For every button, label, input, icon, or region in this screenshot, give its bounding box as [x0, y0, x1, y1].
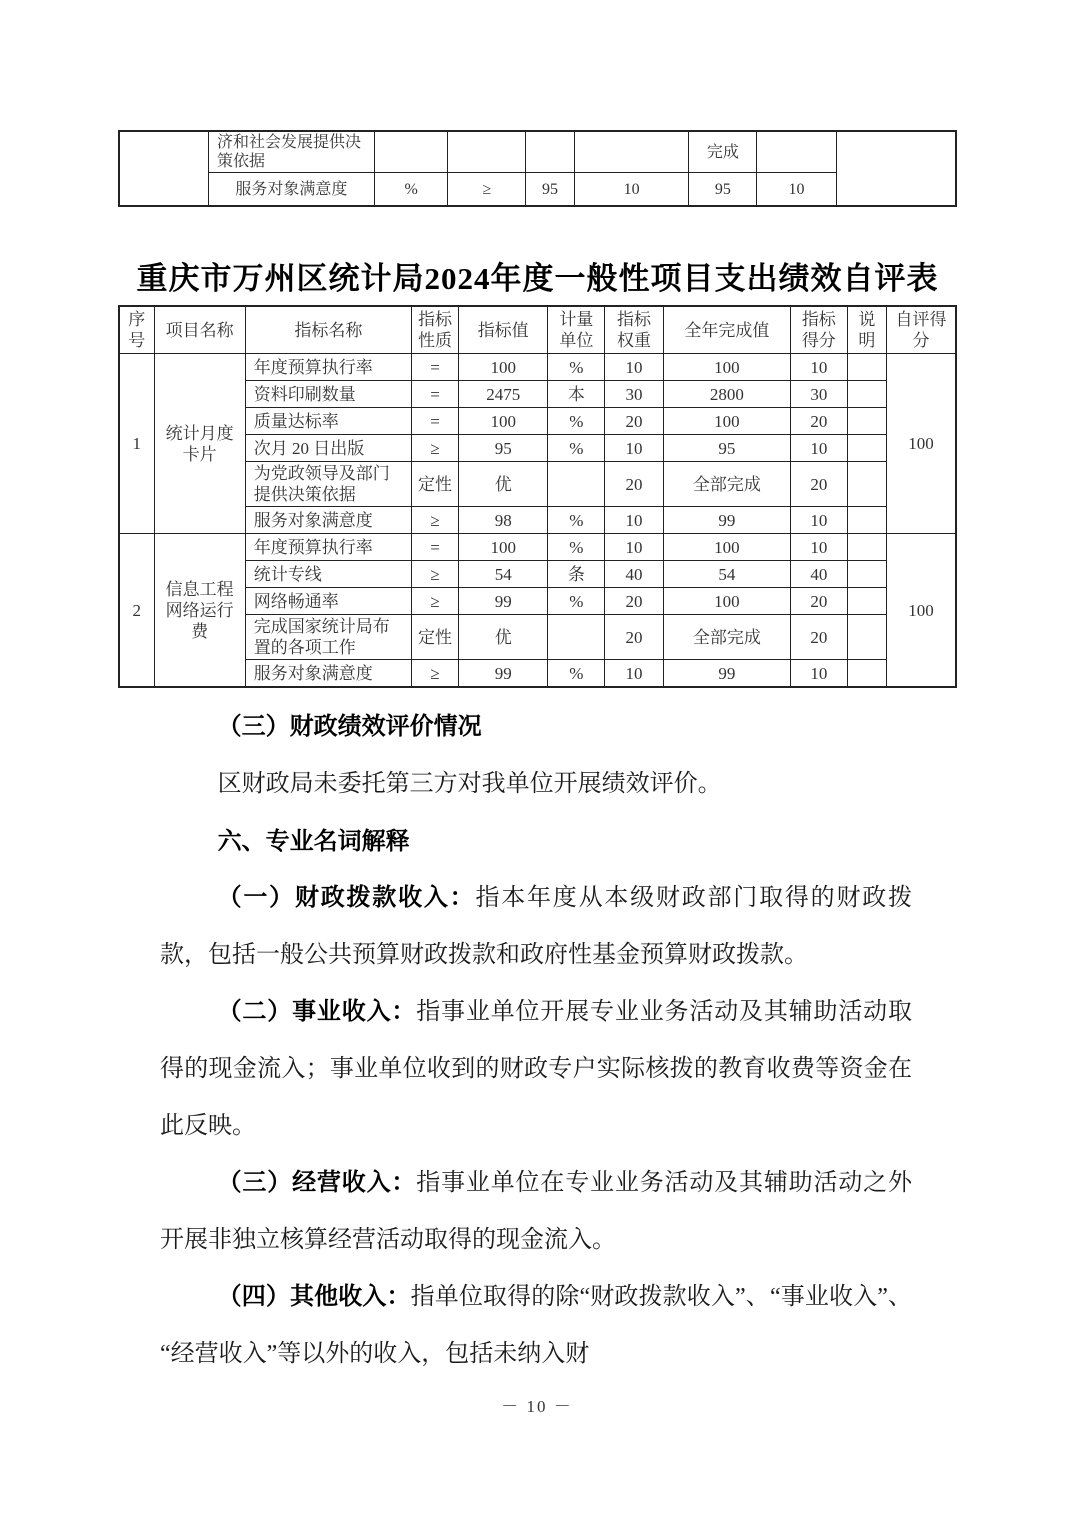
nature-cell: =: [412, 381, 459, 408]
definition-paragraph: [160, 1155, 912, 1269]
definition-term: （一）财政拨款收入：: [217, 885, 476, 911]
weight-cell: 10: [574, 173, 689, 207]
note-cell: [847, 615, 886, 660]
completed-value-cell: 100: [663, 588, 790, 615]
weight-cell: 10: [605, 660, 664, 688]
nature-cell: =: [412, 408, 459, 435]
self-score-cell: [836, 131, 956, 206]
score-cell: 40: [790, 561, 847, 588]
target-value-cell: 2475: [458, 381, 547, 408]
target-value-cell: 100: [458, 354, 547, 381]
seq-cell: 2: [119, 534, 154, 688]
note-cell: [847, 507, 886, 534]
unit-cell: %: [548, 408, 605, 435]
table-row: [119, 534, 956, 561]
indicator-name-cell: 网络畅通率: [245, 588, 411, 615]
indicator-name-cell: 次月 20 日出版: [245, 435, 411, 462]
nature-cell: ≥: [412, 507, 459, 534]
note-cell: [847, 561, 886, 588]
table-row: [119, 462, 956, 507]
table-row: [119, 173, 956, 207]
unit-cell: %: [548, 354, 605, 381]
table-row: [119, 408, 956, 435]
note-cell: [847, 462, 886, 507]
nature-cell: [448, 131, 526, 173]
note-cell: [847, 660, 886, 688]
note-cell: [847, 435, 886, 462]
unit-cell: 条: [548, 561, 605, 588]
definition-paragraph: [160, 984, 912, 1155]
column-header: 指标值: [458, 306, 547, 354]
nature-cell: =: [412, 534, 459, 561]
definition-desc: 指事业单位在专业业务活动及其辅助活动之外开展非独立核算经营活动取得的现金流入。: [160, 1170, 913, 1253]
column-header: 计量单位: [548, 306, 605, 354]
table-row: [119, 507, 956, 534]
nature-cell: ≥: [412, 561, 459, 588]
indicator-name-cell: 服务对象满意度: [245, 507, 411, 534]
definition-desc: 指本年度从本级财政部门取得的财政拨款，包括一般公共预算财政拨款和政府性基金预算财政拨款。: [160, 885, 913, 968]
weight-cell: [574, 131, 689, 173]
unit-cell: %: [548, 435, 605, 462]
table-row: [119, 660, 956, 688]
definition-paragraph: [160, 870, 912, 984]
completed-value-cell: 完成: [689, 131, 757, 173]
column-header: 指标权重: [605, 306, 664, 354]
indicator-name-cell: 年度预算执行率: [245, 354, 411, 381]
definition-paragraph: [160, 1269, 912, 1383]
definition-term: （二）事业收入：: [217, 999, 417, 1025]
prose-sections: [160, 699, 912, 1383]
completed-value-cell: 100: [663, 408, 790, 435]
score-cell: 20: [790, 588, 847, 615]
indicator-name-cell: 完成国家统计局布置的各项工作: [245, 615, 411, 660]
target-value-cell: 99: [458, 660, 547, 688]
definition-desc: 指事业单位开展专业业务活动及其辅助活动取得的现金流入；事业单位收到的财政专户实际核拨的教育收费等资金在此反映。: [160, 999, 913, 1139]
score-cell: 30: [790, 381, 847, 408]
nature-cell: ≥: [448, 173, 526, 207]
indicator-name-cell: 济和社会发展提供决策依据: [209, 131, 375, 173]
indicator-name-cell: 资料印刷数量: [245, 381, 411, 408]
nature-cell: ≥: [412, 588, 459, 615]
definition-desc: 指单位取得的除“财政拨款收入”、“事业收入”、“经营收入”等以外的收入，包括未纳入财: [160, 1284, 913, 1367]
performance-table: [118, 305, 957, 688]
unit-cell: [374, 131, 448, 173]
weight-cell: 20: [605, 588, 664, 615]
completed-value-cell: 54: [663, 561, 790, 588]
target-value-cell: 98: [458, 507, 547, 534]
indicator-name-cell: 服务对象满意度: [209, 173, 375, 207]
project-name-cell: 信息工程网络运行费: [154, 534, 245, 688]
target-value-cell: 优: [458, 615, 547, 660]
table-row: [119, 131, 956, 173]
score-cell: 10: [757, 173, 837, 207]
target-value-cell: 54: [458, 561, 547, 588]
score-cell: 10: [790, 507, 847, 534]
table-row: [119, 354, 956, 381]
weight-cell: 10: [605, 354, 664, 381]
nature-cell: ≥: [412, 660, 459, 688]
note-cell: [847, 588, 886, 615]
weight-cell: 20: [605, 615, 664, 660]
note-cell: [847, 381, 886, 408]
note-cell: [847, 534, 886, 561]
completed-value-cell: 100: [663, 354, 790, 381]
completed-value-cell: 95: [663, 435, 790, 462]
page-number: － 10 －: [501, 1397, 573, 1416]
target-value-cell: 优: [458, 462, 547, 507]
weight-cell: 10: [605, 435, 664, 462]
nature-cell: 定性: [412, 615, 459, 660]
indicator-name-cell: 质量达标率: [245, 408, 411, 435]
seq-cell: 1: [119, 354, 154, 534]
indicator-name-cell: 年度预算执行率: [245, 534, 411, 561]
column-header: 指标性质: [412, 306, 459, 354]
score-cell: [757, 131, 837, 173]
table-row: [119, 561, 956, 588]
unit-cell: %: [374, 173, 448, 207]
weight-cell: 40: [605, 561, 664, 588]
project-name-cell: 统计月度卡片: [154, 354, 245, 534]
note-cell: [847, 354, 886, 381]
column-header: 说明: [847, 306, 886, 354]
column-header: 指标得分: [790, 306, 847, 354]
weight-cell: 10: [605, 534, 664, 561]
column-header: 全年完成值: [663, 306, 790, 354]
unit-cell: [548, 615, 605, 660]
indicator-name-cell: 服务对象满意度: [245, 660, 411, 688]
weight-cell: 20: [605, 462, 664, 507]
score-cell: 10: [790, 354, 847, 381]
indicator-name-cell: 为党政领导及部门提供决策依据: [245, 462, 411, 507]
nature-cell: 定性: [412, 462, 459, 507]
target-value-cell: 95: [458, 435, 547, 462]
unit-cell: [548, 462, 605, 507]
self-score-cell: 100: [887, 534, 956, 688]
completed-value-cell: 全部完成: [663, 615, 790, 660]
eval-section-heading: （三）财政绩效评价情况: [217, 714, 482, 740]
self-score-cell: 100: [887, 354, 956, 534]
header-row: [119, 306, 956, 354]
target-value-cell: 100: [458, 408, 547, 435]
glossary-heading: 六、专业名词解释: [217, 828, 410, 855]
unit-cell: 本: [548, 381, 605, 408]
note-cell: [847, 408, 886, 435]
target-value-cell: 99: [458, 588, 547, 615]
completed-value-cell: 全部完成: [663, 462, 790, 507]
column-header: 序号: [119, 306, 154, 354]
project-name-cell: [119, 131, 209, 206]
target-value-cell: 95: [526, 173, 575, 207]
weight-cell: 20: [605, 408, 664, 435]
unit-cell: %: [548, 507, 605, 534]
page-title: 重庆市万州区统计局2024年度一般性项目支出绩效自评表: [136, 261, 939, 296]
score-cell: 10: [790, 534, 847, 561]
definition-term: （三）经营收入：: [217, 1170, 417, 1196]
nature-cell: ≥: [412, 435, 459, 462]
completed-value-cell: 2800: [663, 381, 790, 408]
unit-cell: %: [548, 534, 605, 561]
table-row: [119, 381, 956, 408]
weight-cell: 10: [605, 507, 664, 534]
continuation-table: [118, 130, 957, 207]
score-cell: 10: [790, 435, 847, 462]
score-cell: 20: [790, 615, 847, 660]
definition-term: （四）其他收入：: [217, 1284, 411, 1310]
table-row: [119, 588, 956, 615]
table-row: [119, 615, 956, 660]
score-cell: 20: [790, 462, 847, 507]
nature-cell: =: [412, 354, 459, 381]
column-header: 自评得分: [887, 306, 956, 354]
column-header: 项目名称: [154, 306, 245, 354]
score-cell: 20: [790, 408, 847, 435]
unit-cell: %: [548, 588, 605, 615]
completed-value-cell: 99: [663, 660, 790, 688]
target-value-cell: [526, 131, 575, 173]
completed-value-cell: 100: [663, 534, 790, 561]
unit-cell: %: [548, 660, 605, 688]
eval-section-body: 区财政局未委托第三方对我单位开展绩效评价。: [217, 771, 722, 797]
target-value-cell: 100: [458, 534, 547, 561]
indicator-name-cell: 统计专线: [245, 561, 411, 588]
completed-value-cell: 99: [663, 507, 790, 534]
table-row: [119, 435, 956, 462]
weight-cell: 30: [605, 381, 664, 408]
column-header: 指标名称: [245, 306, 411, 354]
completed-value-cell: 95: [689, 173, 757, 207]
score-cell: 10: [790, 660, 847, 688]
